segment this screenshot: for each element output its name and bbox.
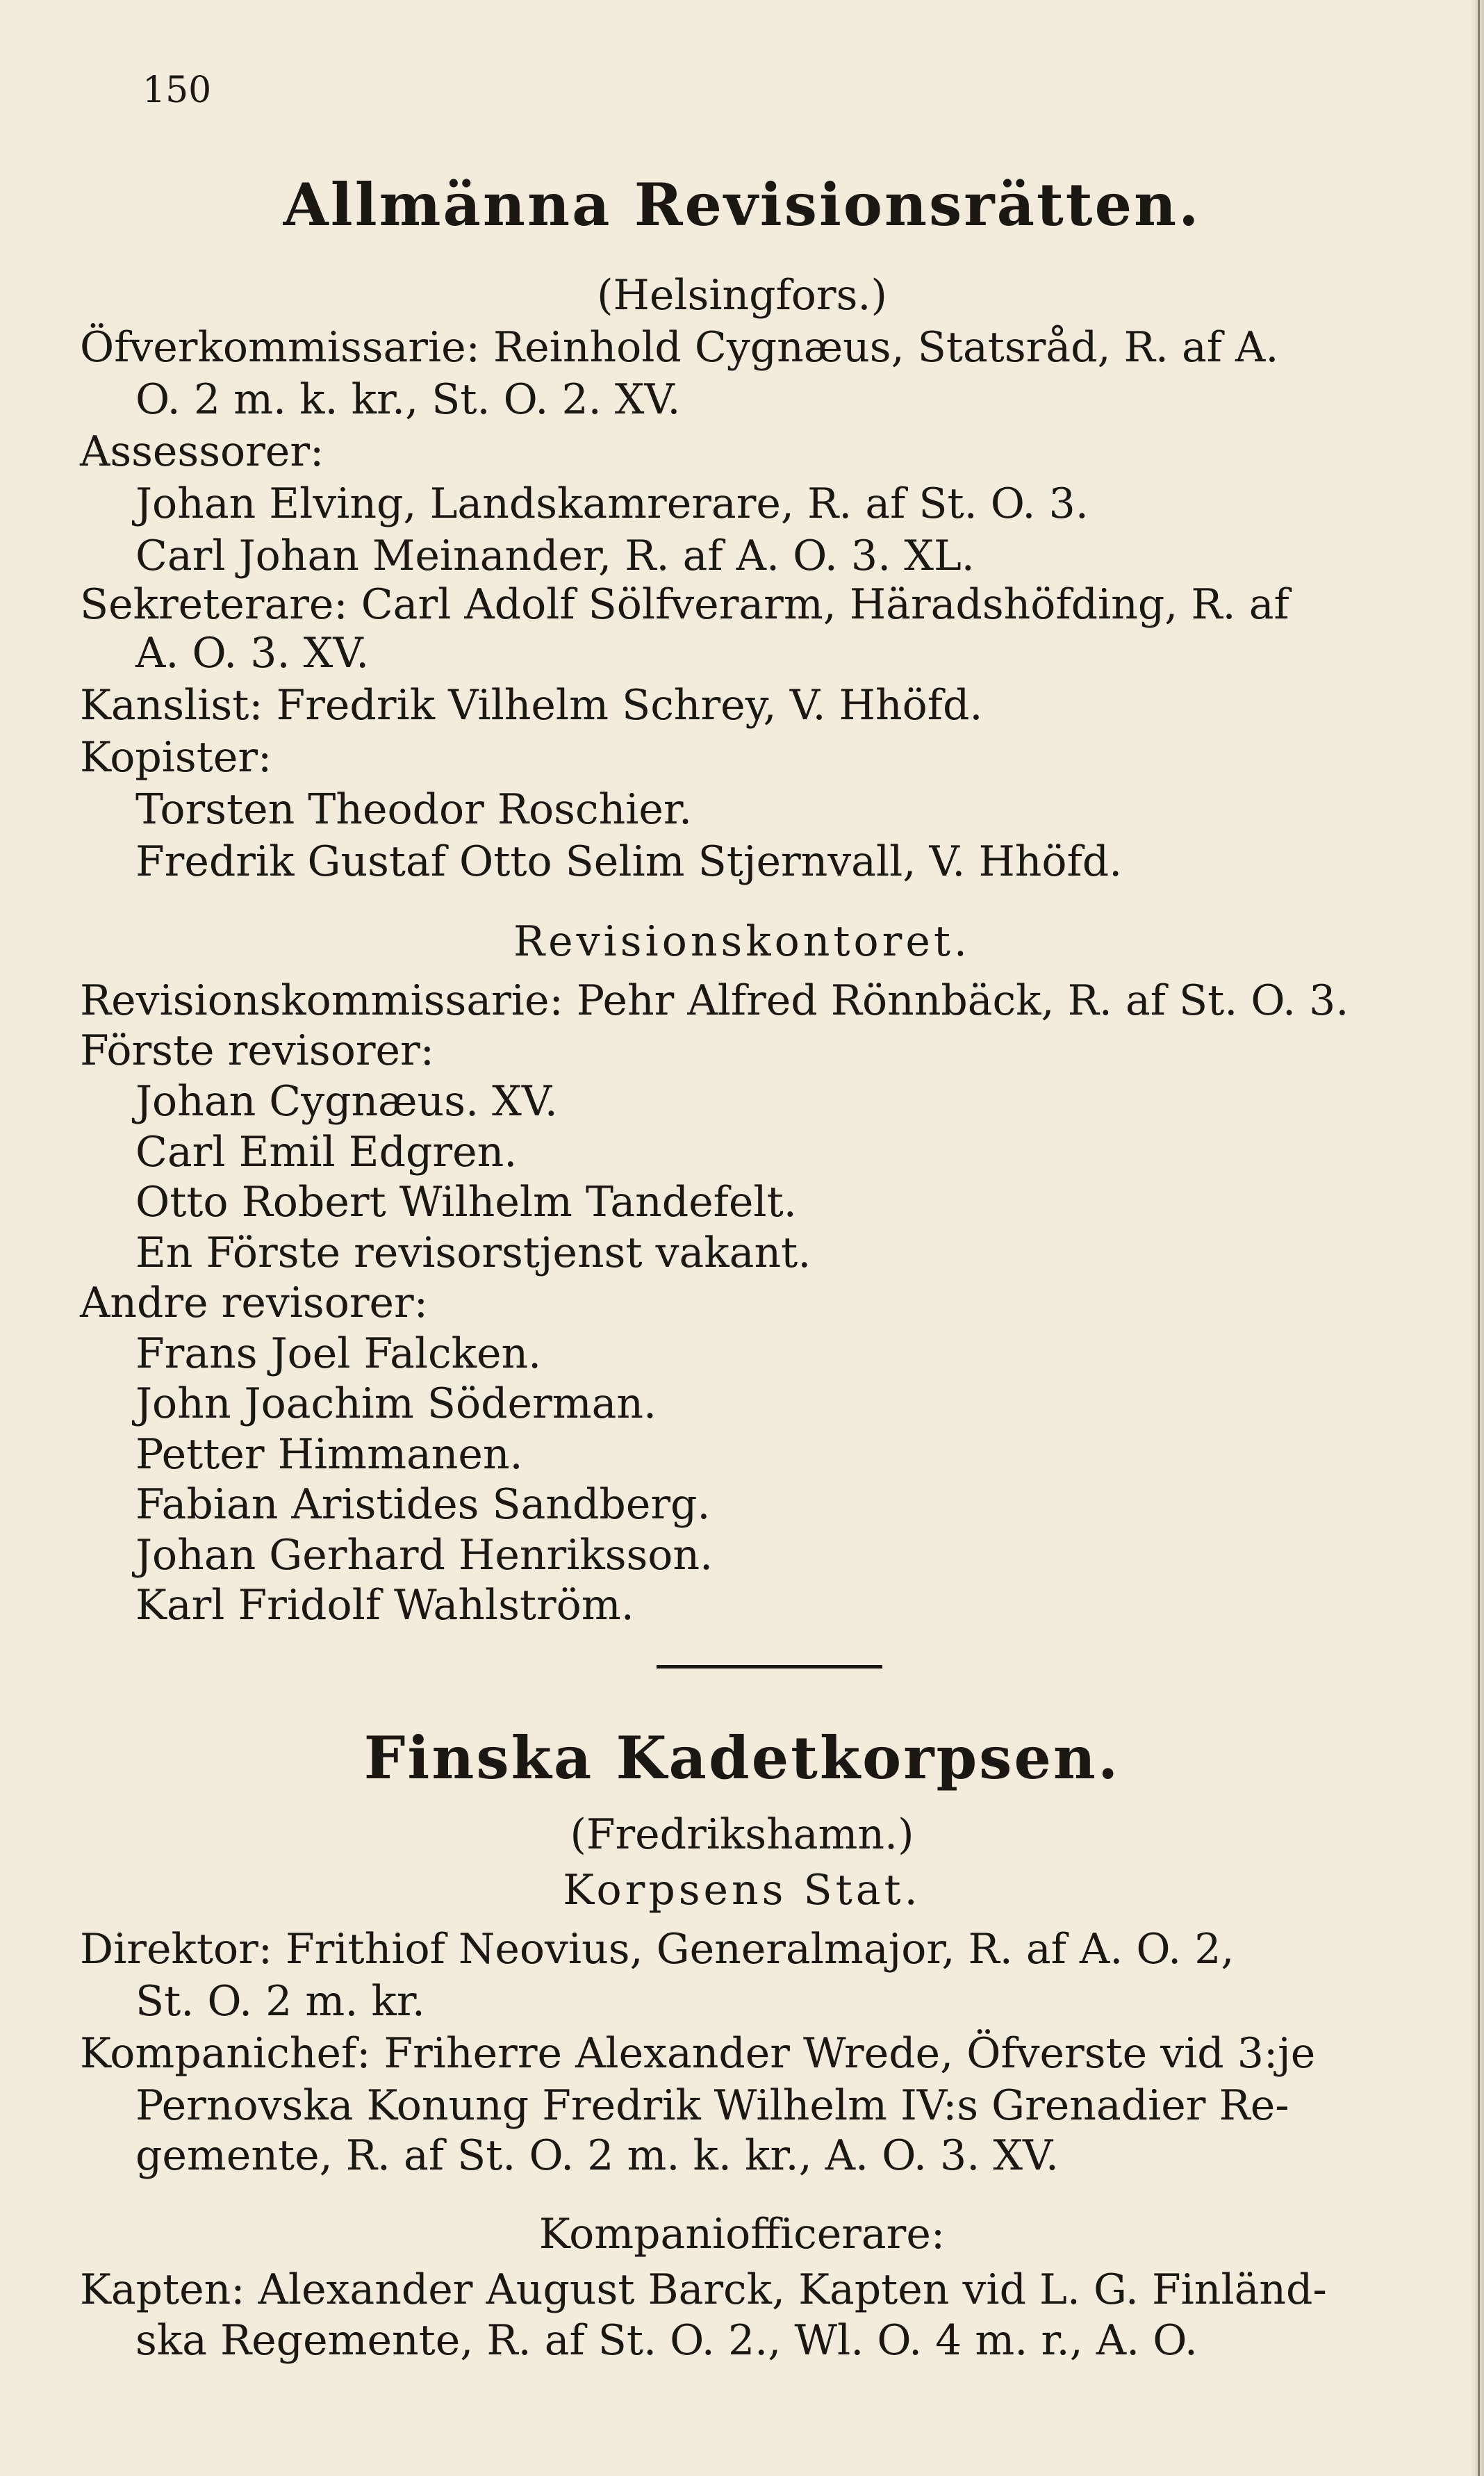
text-line: Frans Joel Falcken. — [135, 1329, 542, 1378]
text-line: Sekreterare: Carl Adolf Sölfverarm, Häradshöfding, R. af — [80, 580, 1289, 629]
page-number: 150 — [142, 69, 212, 111]
text-line: Fredrik Gustaf Otto Selim Stjernvall, V. Hhöfd. — [135, 837, 1123, 886]
text-line: Torsten Theodor Roschier. — [135, 785, 693, 834]
section-divider — [657, 1665, 882, 1669]
text-line: Petter Himmanen. — [135, 1430, 523, 1479]
text-line: En Förste revisorstjenst vakant. — [135, 1229, 811, 1277]
text-line: Öfverkommissarie: Reinhold Cygnæus, Statsråd, R. af A. — [80, 323, 1279, 372]
text-line: Andre revisorer: — [80, 1279, 428, 1327]
text-line: O. 2 m. k. kr., St. O. 2. XV. — [135, 375, 681, 424]
text-line: Carl Johan Meinander, R. af A. O. 3. XL. — [135, 532, 975, 580]
subheading-korpsens-stat: Korpsens Stat. — [563, 1866, 921, 1915]
text-line: A. O. 3. XV. — [135, 629, 370, 678]
text-line: Johan Cygnæus. XV. — [135, 1077, 558, 1126]
text-line: gemente, R. af St. O. 2 m. k. kr., A. O. 3. XV. — [135, 2131, 1059, 2180]
text-line: ska Regemente, R. af St. O. 2., Wl. O. 4 m. r., A. O. — [135, 2316, 1198, 2365]
text-line: Assessorer: — [80, 427, 324, 476]
text-line: Kanslist: Fredrik Vilhelm Schrey, V. Hhöfd. — [80, 681, 983, 730]
text-line: Förste revisorer: — [80, 1026, 434, 1075]
text-line: St. O. 2 m. kr. — [135, 1977, 425, 2026]
text-line: Kopister: — [80, 733, 272, 782]
text-line: Kapten: Alexander August Barck, Kapten vid L. G. Finländ- — [80, 2265, 1327, 2314]
text-line: Karl Fridolf Wahlström. — [135, 1581, 634, 1630]
text-line: Pernovska Konung Fredrik Wilhelm IV:s Grenadier Re- — [135, 2081, 1289, 2130]
text-line: Fabian Aristides Sandberg. — [135, 1480, 711, 1529]
subheading-revisionskontoret: Revisionskontoret. — [513, 917, 971, 966]
location-helsingfors: (Helsingfors.) — [597, 271, 887, 320]
text-line: Otto Robert Wilhelm Tandefelt. — [135, 1178, 797, 1227]
text-line: Johan Elving, Landskamrerare, R. af St. O. 3. — [135, 479, 1089, 528]
text-line: Revisionskommissarie: Pehr Alfred Rönnbäck, R. af St. O. 3. — [80, 976, 1349, 1025]
text-line: Kompanichef: Friherre Alexander Wrede, Öfverste vid 3:je — [80, 2029, 1316, 2078]
section-title-kadetkorpsen: Finska Kadetkorpsen. — [363, 1723, 1121, 1792]
text-line: Carl Emil Edgren. — [135, 1128, 518, 1176]
text-line: Direktor: Frithiof Neovius, Generalmajor, R. af A. O. 2, — [80, 1925, 1235, 1974]
location-fredrikshamn: (Fredrikshamn.) — [570, 1810, 914, 1859]
subheading-kompaniofficerare: Kompaniofficerare: — [538, 2210, 946, 2258]
text-line: Johan Gerhard Henriksson. — [135, 1531, 714, 1580]
section-title-revisionsratten: Allmänna Revisionsrätten. — [283, 170, 1201, 239]
text-line: John Joachim Söderman. — [135, 1379, 657, 1428]
